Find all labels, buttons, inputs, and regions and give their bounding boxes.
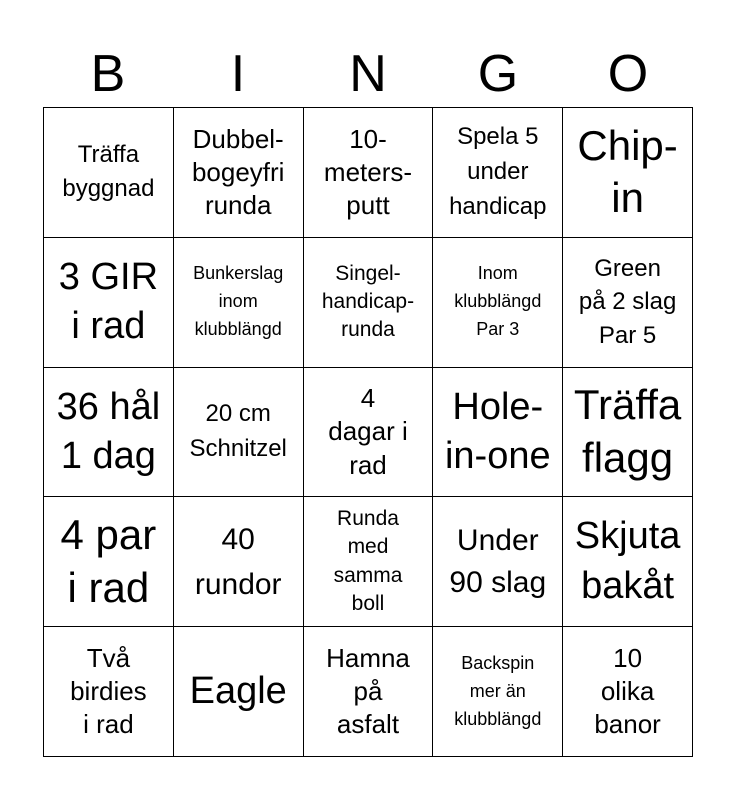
- bingo-cell[interactable]: [304, 238, 434, 368]
- cell-text: Singel- handicap- runda: [321, 261, 415, 342]
- bingo-grid: [43, 107, 693, 757]
- cell-text: 36 hål 1 dag: [56, 385, 161, 477]
- bingo-cell[interactable]: [563, 627, 693, 757]
- bingo-cell[interactable]: [44, 108, 174, 238]
- cell-text: Två birdies i rad: [70, 642, 147, 740]
- cell-text: Träffa byggnad: [62, 140, 155, 203]
- header-letter-b: B: [90, 45, 126, 103]
- bingo-cell[interactable]: [433, 108, 563, 238]
- header-letter-i: I: [230, 45, 246, 103]
- cell-text: 3 GIR i rad: [58, 255, 159, 348]
- cell-text: 4 par i rad: [60, 511, 157, 611]
- bingo-cell[interactable]: [433, 368, 563, 498]
- cell-text: Backspin mer än klubblängd: [454, 652, 542, 729]
- bingo-cell[interactable]: [174, 108, 304, 238]
- cell-text: Träffa flagg: [573, 381, 682, 481]
- bingo-cell[interactable]: [174, 497, 304, 627]
- bingo-cell[interactable]: [304, 368, 434, 498]
- cell-text: Inom klubblängd Par 3: [454, 263, 542, 340]
- bingo-cell[interactable]: [433, 497, 563, 627]
- cell-text: Runda med samma boll: [333, 507, 403, 616]
- cell-text: Green på 2 slag Par 5: [578, 254, 677, 349]
- bingo-cell[interactable]: [44, 627, 174, 757]
- cell-text: Eagle: [189, 669, 287, 712]
- cell-text: 20 cm Schnitzel: [189, 400, 287, 462]
- bingo-cell[interactable]: [304, 497, 434, 627]
- cell-text: 10- meters- putt: [323, 123, 413, 221]
- bingo-cell[interactable]: [44, 497, 174, 627]
- cell-text: Dubbel- bogeyfri runda: [191, 123, 285, 221]
- cell-text: Hamna på asfalt: [326, 642, 410, 740]
- cell-text: Under 90 slag: [449, 523, 547, 599]
- bingo-cell[interactable]: [44, 368, 174, 498]
- bingo-cell[interactable]: [174, 238, 304, 368]
- cell-text: Bunkerslag inom klubblängd: [193, 263, 284, 340]
- bingo-cell[interactable]: [433, 238, 563, 368]
- cell-text: 10 olika banor: [594, 642, 661, 740]
- bingo-cell[interactable]: [433, 627, 563, 757]
- cell-text: Skjuta bakåt: [574, 515, 681, 607]
- cell-text: Hole- in-one: [444, 385, 551, 477]
- cell-text: 40 rundor: [194, 522, 282, 601]
- bingo-cell[interactable]: [44, 238, 174, 368]
- bingo-cell[interactable]: [563, 108, 693, 238]
- cell-text: 4 dagar i rad: [328, 383, 408, 480]
- header-letter-o: O: [607, 45, 649, 103]
- header-letter-n: N: [349, 45, 387, 103]
- bingo-cell[interactable]: [304, 627, 434, 757]
- bingo-cell[interactable]: [563, 238, 693, 368]
- bingo-cell[interactable]: [174, 368, 304, 498]
- header-letter-g: G: [477, 45, 519, 103]
- bingo-cell[interactable]: [304, 108, 434, 238]
- bingo-cell[interactable]: [563, 368, 693, 498]
- bingo-header: [43, 40, 693, 108]
- bingo-cell[interactable]: [174, 627, 304, 757]
- bingo-cell[interactable]: [563, 497, 693, 627]
- cell-text: Spela 5 under handicap: [449, 123, 547, 220]
- cell-text: Chip- in: [577, 121, 678, 222]
